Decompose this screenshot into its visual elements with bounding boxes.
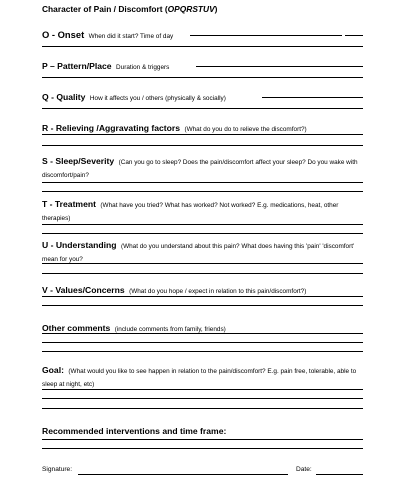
answer-line[interactable] — [42, 191, 363, 192]
answer-line[interactable] — [42, 145, 363, 146]
answer-line[interactable] — [42, 342, 363, 343]
title-code: OPQRSTUV — [167, 4, 215, 14]
answer-line[interactable] — [42, 351, 363, 352]
section-relieving-aggravating-heading: R - Relieving /Aggravating factors — [42, 123, 181, 133]
section-treatment-note: (What have you tried? What has worked? Not worked? E.g. medications, heat, other therapies) — [42, 202, 339, 222]
date-label: Date: — [296, 466, 312, 473]
section-understanding-heading: U - Understanding — [42, 240, 117, 250]
date-line[interactable] — [316, 474, 363, 475]
answer-line[interactable] — [42, 46, 363, 47]
answer-line[interactable] — [42, 273, 363, 274]
section-onset-heading: O - Onset — [42, 29, 85, 40]
section-sleep-severity-note: (Can you go to sleep? Does the pain/discomfort affect your sleep? Do you wake with discomfort/pain? — [42, 159, 358, 179]
form-title — [42, 4, 217, 14]
section-quality-heading: Q - Quality — [42, 92, 86, 102]
section-understanding-note: (What do you understand about this pain? What does having this 'pain' 'discomfort' mean for you? — [42, 243, 355, 263]
answer-line[interactable] — [42, 233, 363, 234]
section-relieving-aggravating-note: (What do you do to relieve the discomfort?) — [184, 126, 307, 133]
other-comments-note: (include comments from family, friends) — [114, 326, 226, 333]
title-suffix: ) — [214, 4, 218, 14]
answer-line[interactable] — [196, 66, 363, 67]
answer-line[interactable] — [42, 448, 363, 449]
answer-line[interactable] — [42, 134, 363, 135]
section-understanding — [42, 239, 364, 264]
section-sleep-severity — [42, 155, 364, 180]
answer-line[interactable] — [190, 35, 342, 36]
signature-label: Signature: — [42, 466, 73, 473]
answer-line[interactable] — [345, 35, 363, 36]
answer-line[interactable] — [42, 305, 363, 306]
section-pattern-place-note: Duration & triggers — [116, 64, 170, 71]
answer-line[interactable] — [42, 224, 363, 225]
answer-line[interactable] — [42, 408, 363, 409]
section-pattern-place — [42, 56, 364, 74]
section-treatment — [42, 198, 364, 223]
interventions-heading: Recommended interventions and time frame: — [42, 426, 227, 436]
answer-line[interactable] — [42, 333, 363, 334]
answer-line[interactable] — [42, 296, 363, 297]
title-prefix: Character of Pain / Discomfort ( — [42, 4, 168, 14]
section-onset — [42, 25, 364, 43]
section-onset-note: When did it start? Time of day — [88, 33, 174, 40]
answer-line[interactable] — [42, 389, 363, 390]
signature-line[interactable] — [78, 474, 288, 475]
goal-note: (What would you like to see happen in relation to the pain/discomfort? E.g. pain free, tolerable, able to sleep at night, etc) — [42, 368, 357, 388]
section-values-concerns-note: (What do you hope / expect in relation to this pain/discomfort?) — [129, 288, 307, 295]
answer-line[interactable] — [262, 97, 363, 98]
section-interventions — [42, 421, 364, 439]
answer-line[interactable] — [42, 77, 363, 78]
answer-line[interactable] — [42, 108, 363, 109]
goal-heading: Goal: — [42, 365, 64, 375]
answer-line[interactable] — [42, 398, 363, 399]
answer-line[interactable] — [42, 439, 363, 440]
answer-line[interactable] — [42, 182, 363, 183]
section-values-concerns-heading: V - Values/Concerns — [42, 285, 125, 295]
section-pattern-place-heading: P – Pattern/Place — [42, 61, 112, 71]
answer-line[interactable] — [42, 263, 363, 264]
section-treatment-heading: T - Treatment — [42, 199, 96, 209]
section-goal — [42, 364, 364, 389]
other-comments-heading: Other comments — [42, 323, 111, 333]
section-sleep-severity-heading: S - Sleep/Severity — [42, 156, 115, 166]
section-quality — [42, 87, 364, 105]
section-quality-note: How it affects you / others (physically & socially) — [89, 95, 226, 102]
